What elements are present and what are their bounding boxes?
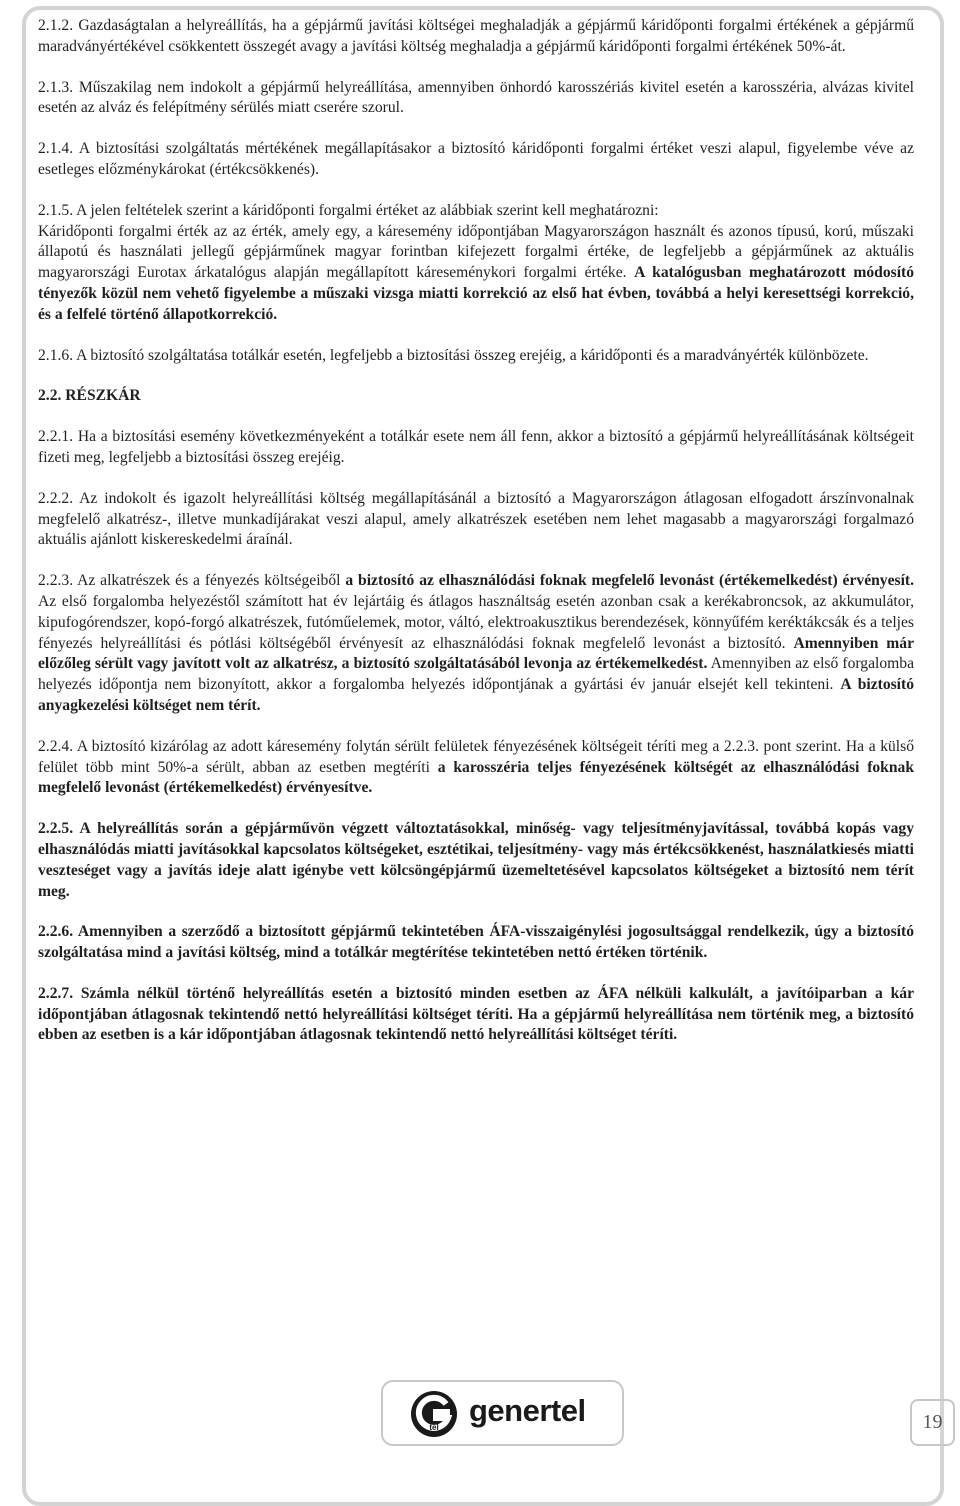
genertel-g-icon: [409, 1389, 459, 1439]
text: 2.2.4. A biztosító kizárólag az adott káresemény folytán sérült felületek fényezésének költségeit téríti meg a 2.2.3. pont szerint. Ha a külső felület több mint 50%-a sérült, abban az esetben megtéríti: [38, 737, 914, 776]
bold-text: a biztosító az elhasználódási foknak megfelelő levonást (értékemelkedést) érvényesít.: [345, 572, 915, 590]
text: Az első forgalomba helyezéstől számított hat év lejártáig és átlagos használtság esetén azonban csak a kerékabroncsok, az akkumulátor, kipufogórendszer, kopó-forgó alkatrészek, futóműelemek, motor, váltó, elektroakusztikus berendezések, könnyűfém keréktákcsák és a teljes fényezés helyreállítási és pótlási költségéből érvényesít az elhasználódási foknak megfelelő levonást a biztosító.: [38, 592, 914, 652]
section-heading: [38, 386, 914, 407]
paragraph-p2_2_6: [38, 922, 914, 964]
bold-text: 2.2.5. A helyreállítás során a gépjárművön végzett változtatásokkal, minőség- vagy teljesítményjavítással, továbbá kopás vagy elhasználódás miatti javításokkal kapcsolatos költségeket, esztétikai, teljesítmény- vagy más értékcsökkenést, használatkiesés miatti veszteséget vagy a javítás ideje alatt igénybe vett kölcsöngépjármű üzemeltetésével kapcsolatos költségeket a biztosító nem térít meg.: [38, 820, 914, 900]
paragraph-p2_2_3: [38, 571, 914, 717]
paragraph-p2_1_6: [38, 346, 914, 367]
paragraph-p2_1_5: [38, 201, 914, 222]
bold-text: 2.2.7. Számla nélkül történő helyreállítás esetén a biztosító minden esetben az ÁFA nélküli kalkulált, a javítóiparban a kár időpontjában átlagosnak tekintendő nettó helyreállítási költséget téríti. Ha a gépjármű helyreállítása nem történik meg, a biztosító ebben az esetben is a kár időpontjában átlagosnak tekintendő nettó helyreállítási költséget téríti.: [38, 984, 914, 1044]
bold-text: 2.2.6. Amennyiben a szerződő a biztosított gépjármű tekintetében ÁFA-visszaigénylési jogosultsággal rendelkezik, úgy a biztosító szolgáltatása mind a javítási költség, mind a totálkár megtérítése tekintetében nettó értéken történik.: [38, 923, 914, 962]
document-body: [38, 16, 914, 1046]
genertel-logo: [381, 1380, 624, 1446]
text: 2.1.5. A jelen feltételek szerint a káridőponti forgalmi értéket az alábbiak szerint kell meghatározni:: [38, 201, 659, 219]
paragraph-p2_1_4: [38, 139, 914, 181]
bold-text: a karosszéria teljes fényezésének költségét az elhasználódási foknak megfelelő levonást (értékemelkedést) érvényesítve.: [38, 758, 914, 797]
text: 2.1.4. A biztosítási szolgáltatás mértékének megállapításakor a biztosító káridőponti forgalmi értéket veszi alapul, figyelembe véve az esetleges előzménykárokat (értékcsökkenés).: [38, 140, 914, 178]
text: 2.2.2. Az indokolt és igazolt helyreállítási költség megállapításánál a biztosító a Magyarországon átlagosan elfogadott árszínvonalnak megfelelő alkatrész-, illetve munkadíjárakat veszi alapul, amely alkatrészek esetében nem lehet magasabb a magyarországi forgalmazó aktuális ajánlott kiskereskedelmi áraínál.: [38, 489, 914, 549]
text: 2.1.6. A biztosító szolgáltatása totálkár esetén, legfeljebb a biztosítási összeg erejéig, a káridőponti és a maradványérték különbözete.: [38, 346, 869, 364]
text: 2.1.2. Gazdaságtalan a helyreállítás, ha a gépjármű javítási költségei meghaladják a gépjármű káridőponti forgalmi értékének a gépjármű maradványértékével csökkentett összegét avagy a javítási költség meghaladja a gépjármű káridőponti forgalmi értékének 50%-át.: [38, 17, 914, 55]
logo-wordmark: genertel: [469, 1393, 586, 1428]
page-number: 19: [910, 1399, 955, 1446]
paragraph-p2_1_5b: [38, 222, 914, 326]
bold-text: A katalógusban meghatározott módosító tényezők közül nem vehető figyelembe a műszaki vizsga miatti korrekció az első hat évben, továbbá a helyi keresettségi korrekció, és a felfelé történő állapotkorrekció.: [38, 264, 915, 323]
logo-sub-text: tel: [429, 1423, 439, 1432]
paragraph-p2_2_1: [38, 427, 914, 469]
paragraph-p2_1_3: [38, 78, 914, 120]
bold-text: A biztosító anyagkezelési költséget nem térít.: [38, 676, 915, 714]
text: Amennyiben az első forgalomba helyezés időpontja nem bizonyított, akkor a forgalomba helyezés időpontjának a gyártási év január elsejét kell tekinteni.: [38, 655, 914, 694]
paragraph-p2_1_2: [38, 16, 914, 58]
paragraph-p2_2_4: [38, 737, 914, 799]
paragraph-p2_2_2: [38, 489, 914, 551]
paragraph-p2_2_5: [38, 819, 914, 902]
logo-mark-text: G: [433, 1421, 435, 1422]
paragraph-p2_2_7: [38, 984, 914, 1046]
bold-text: Amennyiben már előzőleg sérült vagy javított volt az alkatrész, a biztosító szolgáltatásából levonja az értékemelkedést.: [38, 634, 914, 673]
bold-text: 2.2. RÉSZKÁR: [38, 387, 141, 405]
text: 2.1.3. Műszakilag nem indokolt a gépjármű helyreállítása, amennyiben önhordó karosszériás kivitel esetén a karosszéria, alvázas kivitel esetén az alváz és felépítmény sérülés miatt cserére szorul.: [38, 78, 914, 117]
text: 2.2.3. Az alkatrészek és a fényezés költségeiből: [38, 572, 346, 590]
text: 2.2.1. Ha a biztosítási esemény következményeként a totálkár esete nem áll fenn, akkor a biztosító a gépjármű helyreállításának költségeit fizeti meg, legfeljebb a biztosítási összeg erejéig.: [38, 428, 914, 466]
text: Káridőponti forgalmi érték az az érték, amely egy, a káresemény időpontjában Magyarországon használt és azonos típusú, korú, műszaki állapotú és használati jellegű gépjárműnek magyar forintban kifejezett forgalmi értéke, de legfeljebb a gépjárműnek az aktuális magyarországi Eurotax árkatalógus alapján megállapított káreseménykori forgalmi értéke.: [38, 222, 914, 282]
